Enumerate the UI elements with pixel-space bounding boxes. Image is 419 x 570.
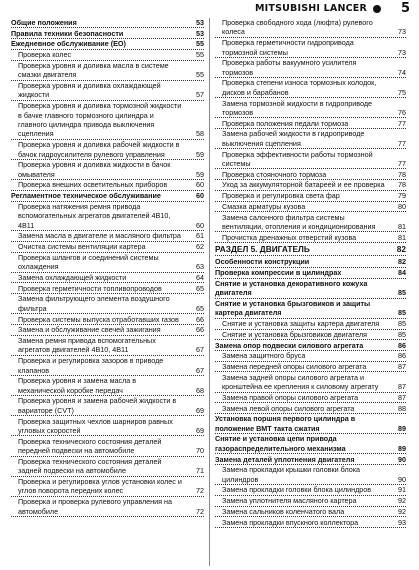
- toc-entry: [11, 325, 204, 335]
- toc-entry: [215, 233, 406, 243]
- toc-entry-page: 66: [196, 325, 204, 335]
- toc-entry-page: 87: [398, 382, 406, 392]
- toc-entry-page: 60: [196, 220, 204, 230]
- toc-entry: [215, 202, 406, 212]
- toc-entry-page: 91: [398, 485, 406, 495]
- toc-entry: [11, 140, 204, 160]
- toc-entry-title: Замена и обслуживание свечей зажигания: [18, 325, 161, 335]
- toc-entry: [215, 351, 406, 361]
- toc-entry-title: Проверка степени износа тормозных колодок, дисков и барабанов: [222, 78, 377, 97]
- toc-entry: [11, 39, 204, 49]
- toc-entry: [11, 101, 204, 140]
- toc-entry-page: 67: [196, 365, 204, 375]
- toc-entry: [215, 393, 406, 403]
- toc-entry: [215, 279, 406, 299]
- toc-entry-title: Замена рабочей жидкости в гидроприводе выключения сцепления: [222, 129, 365, 148]
- toc-entry-page: 78: [398, 169, 406, 179]
- toc-entry: [215, 496, 406, 506]
- toc-entry-page: 63: [196, 262, 204, 272]
- toc-entry-title: Замена салонного фильтра системы вентиляции, отопления и кондиционирования: [222, 212, 376, 231]
- toc-entry-page: 60: [196, 180, 204, 190]
- toc-entry-page: 53: [196, 28, 204, 38]
- toc-entry-title: Проверка внешних осветительных приборов: [18, 180, 168, 190]
- toc-entry-page: 72: [196, 486, 204, 496]
- toc-entry-title: Снятие и установка брызговиков двигателя: [222, 329, 368, 339]
- toc-entry-page: 68: [196, 385, 204, 395]
- toc-entry-page: 85: [398, 308, 406, 318]
- toc-entry: [215, 191, 406, 201]
- toc-entry-title: Замена фильтрующего элемента воздушного фильтра: [18, 294, 170, 313]
- toc-entry: [215, 414, 406, 434]
- toc-entry-page: 93: [398, 517, 406, 527]
- toc-entry: [215, 362, 406, 372]
- column-divider: [209, 18, 210, 566]
- toc-entry-page: 77: [398, 118, 406, 128]
- toc-entry-title: Проверка уровня и доливка охлаждающей жидкости: [18, 81, 161, 100]
- toc-entry-page: 90: [398, 454, 406, 464]
- toc-entry: [11, 231, 204, 241]
- toc-entry-page: 87: [398, 392, 406, 402]
- toc-entry-title: Замена правой опоры силового агрегата: [222, 392, 359, 402]
- toc-entry-title: Снятие и установка цепи привода газораспределительного механизма: [215, 434, 346, 453]
- toc-entry-page: 55: [196, 70, 204, 80]
- toc-entry-title: Проверка колес: [18, 50, 72, 60]
- toc-entry: [215, 373, 406, 393]
- toc-entry-page: 57: [196, 90, 204, 100]
- toc-entry-title: РАЗДЕЛ 5. ДВИГАТЕЛЬ: [215, 244, 310, 255]
- toc-entry-page: 71: [196, 466, 204, 476]
- toc-entry-title: Проверка стояночного тормоза: [222, 169, 327, 179]
- header-bullet-icon: [373, 5, 381, 13]
- toc-entry: [11, 29, 204, 39]
- toc-entry-title: Проверка уровня и доливка масла в системе смазки двигателя: [18, 60, 169, 80]
- toc-entry-title: Снятие и установка декоративного кожуха двигателя: [215, 278, 368, 298]
- toc-entry-page: 67: [196, 345, 204, 355]
- toc-entry-title: Проверка системы выпуска отработавших газов: [18, 314, 179, 324]
- toc-section-heading: [215, 243, 406, 256]
- toc-entry-page: 85: [398, 319, 406, 329]
- toc-entry-page: 79: [398, 191, 406, 201]
- toc-entry-page: 89: [398, 423, 406, 433]
- toc-entry-page: 61: [196, 231, 204, 241]
- toc-entry: [11, 294, 204, 314]
- toc-entry: [11, 336, 204, 356]
- toc-entry: [215, 99, 406, 119]
- toc-entry: [11, 417, 204, 437]
- toc-entry-page: 55: [196, 50, 204, 60]
- toc-entry-title: Проверка положения педали тормоза: [222, 118, 349, 128]
- toc-entry: [11, 160, 204, 180]
- toc-entry-page: 78: [398, 180, 406, 190]
- toc-entry: [215, 38, 406, 58]
- toc-entry: [215, 180, 406, 190]
- toc-entry-page: 82: [398, 257, 406, 267]
- toc-entry: [215, 78, 406, 98]
- toc-entry: [215, 319, 406, 329]
- toc-entry: [11, 50, 204, 60]
- toc-entry-title: Замена задней опоры силового агрегата и кронштейна ее крепления к силовому агрегату: [222, 372, 379, 392]
- toc-entry-title: Регламентное техническое обслуживание: [11, 191, 161, 201]
- toc-entry-title: Проверка герметичности топливопроводов: [18, 283, 162, 293]
- toc-entry-page: 73: [398, 47, 406, 57]
- toc-entry: [215, 170, 406, 180]
- toc-entry-page: 65: [196, 283, 204, 293]
- toc-entry-title: Проверка и регулировка углов установки колес и углов поворота передних колес: [18, 477, 182, 496]
- toc-entry-page: 81: [398, 232, 406, 242]
- toc-entry-title: Проверка свободного хода (люфта) рулевого колеса: [222, 18, 373, 37]
- toc-entry-title: Особенности конструкции: [215, 257, 310, 267]
- toc-entry-title: Проверка и регулировка зазоров в приводе клапанов: [18, 356, 164, 375]
- toc-entry-title: Проверка натяжения ремня привода вспомогательных агрегатов двигателей 4В10, 4В11: [18, 201, 171, 230]
- toc-entry-title: Замена прокладки крышки головки блока цилиндров: [222, 465, 361, 484]
- toc-entry-title: Снятие и установка брызговиков и защиты картера двигателя: [215, 299, 371, 318]
- toc-entry: [215, 404, 406, 414]
- toc-entry: [215, 465, 406, 485]
- toc-entry-page: 82: [396, 244, 406, 255]
- toc-entry-page: 90: [398, 474, 406, 484]
- toc-entry-page: 53: [196, 18, 204, 27]
- toc-column-right: [215, 18, 406, 528]
- toc-entry: [215, 341, 406, 351]
- toc-entry-page: 85: [398, 288, 406, 298]
- toc-entry-title: Проверка герметичности гидропривода тормозной системы: [222, 38, 354, 57]
- toc-entry-page: 55: [196, 39, 204, 49]
- toc-entry: [11, 284, 204, 294]
- toc-entry-title: Проверка и регулировка света фар: [222, 191, 340, 201]
- toc-entry: [215, 455, 406, 465]
- toc-entry: [11, 477, 204, 497]
- toc-entry: [215, 507, 406, 517]
- toc-entry: [11, 497, 204, 517]
- page-number: 5: [400, 1, 410, 16]
- toc-entry-title: Проверка уровня и доливка тормозной жидкости в бачке главного тормозного цилиндра и главного цилиндра привода выключения сцепления: [18, 101, 182, 139]
- toc-entry-page: 69: [196, 426, 204, 435]
- toc-entry: [215, 129, 406, 149]
- toc-entry: [215, 485, 406, 495]
- toc-entry-page: 92: [398, 506, 406, 516]
- toc-entry-page: 65: [196, 303, 204, 313]
- toc-entry-page: 80: [398, 201, 406, 211]
- toc-entry: [11, 81, 204, 101]
- toc-column-left: [11, 18, 204, 517]
- toc-entry: [11, 253, 204, 273]
- toc-entry-page: 59: [196, 169, 204, 179]
- toc-entry: [215, 434, 406, 454]
- toc-entry-title: Общие положения: [11, 18, 77, 27]
- toc-entry: [11, 315, 204, 325]
- toc-entry-page: 77: [398, 138, 406, 148]
- toc-entry-title: Замена охлаждающей жидкости: [18, 273, 127, 282]
- toc-entry-title: Проверка и проверка рулевого управления на автомобиле: [18, 497, 173, 516]
- toc-entry-title: Проверка работы вакуумного усилителя тормозов: [222, 58, 357, 77]
- header-brand: MITSUBISHI LANCER: [255, 3, 367, 14]
- toc-entry-page: 88: [398, 403, 406, 413]
- toc-entry-title: Проверка уровня и доливка рабочей жидкости в бачок гидроусилителя рулевого управления: [18, 140, 180, 159]
- toc-entry-title: Замена сальников коленчатого вала: [222, 506, 345, 516]
- toc-entry-title: Проверка эффективности работы тормозной системы: [222, 149, 373, 168]
- toc-entry-page: 84: [398, 268, 406, 278]
- toc-entry-title: Замена левой опоры силового агрегата: [222, 403, 355, 413]
- toc-entry: [11, 356, 204, 376]
- toc-entry-title: Замена защитного бруса: [222, 351, 306, 361]
- toc-entry: [215, 18, 406, 38]
- toc-entry-title: Проверка компрессии в цилиндрах: [215, 268, 342, 278]
- toc-entry-title: Замена прокладки впускного коллектора: [222, 517, 359, 527]
- toc-entry-page: 58: [196, 129, 204, 139]
- toc-entry-page: 86: [398, 340, 406, 350]
- toc-entry-page: 75: [398, 87, 406, 97]
- toc-entry-title: Проверка уровня и доливка жидкости в бачок омывателя: [18, 160, 171, 179]
- toc-entry-page: 74: [398, 67, 406, 77]
- toc-entry: [11, 437, 204, 457]
- toc-entry-title: Очистка системы вентиляции картера: [18, 242, 146, 252]
- toc-entry: [215, 268, 406, 278]
- toc-entry-page: 59: [196, 149, 204, 159]
- toc-entry-page: 89: [398, 443, 406, 453]
- toc-entry-title: Проверка защитных чехлов шарниров равных угловых скоростей: [18, 416, 173, 435]
- toc-entry: [11, 376, 204, 396]
- toc-entry-title: Уход за аккумуляторной батареей и ее проверка: [222, 180, 385, 190]
- toc-entry-title: Замена масла в двигателе и масляного фильтра: [18, 231, 181, 241]
- toc-entry: [11, 18, 204, 28]
- toc-entry-title: Замена прокладки головки блока цилиндров: [222, 485, 372, 495]
- toc-entry-title: Проверка уровня и замена рабочей жидкости в вариаторе (CVT): [18, 396, 177, 415]
- toc-entry-title: Замена деталей уплотнения двигателя: [215, 454, 355, 464]
- toc-entry: [215, 518, 406, 528]
- toc-entry-page: 70: [196, 446, 204, 456]
- toc-entry-title: Замена уплотнителя масляного картера: [222, 496, 357, 506]
- toc-entry-title: Замена ремня привода вспомогательных агрегатов двигателей 4В10, 4В11: [18, 336, 156, 355]
- toc-entry: [11, 202, 204, 231]
- toc-entry: [215, 150, 406, 170]
- toc-entry: [11, 180, 204, 190]
- toc-entry-page: 77: [398, 158, 406, 168]
- toc-entry-title: Замена передней опоры силового агрегата: [222, 362, 367, 372]
- toc-entry-title: Проверка технического состояния деталей передней подвески на автомобиле: [18, 436, 162, 456]
- toc-entry: [11, 457, 204, 477]
- toc-entry-page: 69: [196, 405, 204, 415]
- toc-entry-page: 62: [196, 242, 204, 252]
- toc-entry-page: 86: [398, 351, 406, 361]
- toc-entry-title: Ежедневное обслуживание (ЕО): [11, 39, 126, 49]
- page-header: [0, 2, 419, 18]
- toc-entry: [11, 61, 204, 81]
- toc-entry-page: 72: [196, 506, 204, 516]
- toc-entry-title: Прочистка дренажных отверстий кузова: [222, 232, 357, 242]
- toc-entry-title: Правила техники безопасности: [11, 28, 124, 38]
- toc-entry: [11, 242, 204, 252]
- toc-entry-page: 85: [398, 329, 406, 339]
- toc-entry-title: Замена тормозной жидкости в гидроприводе тормозов: [222, 98, 373, 117]
- toc-entry-title: Снятие и установка защиты картера двигателя: [222, 319, 380, 329]
- toc-entry-page: 87: [398, 362, 406, 372]
- toc-entry-page: 76: [398, 107, 406, 117]
- toc-entry-title: Замена опор подвески силового агрегата: [215, 340, 364, 350]
- toc-entry: [215, 58, 406, 78]
- toc-entry-title: Проверка шлангов и соединений системы охлаждения: [18, 252, 159, 272]
- toc-entry: [11, 273, 204, 283]
- toc-entry-page: 73: [398, 27, 406, 37]
- toc-entry-title: Проверка уровня и замена масла в механической коробке передач: [18, 376, 137, 395]
- toc-entry: [215, 257, 406, 267]
- toc-entry: [11, 191, 204, 201]
- toc-entry-page: 60: [196, 191, 204, 201]
- toc-entry: [215, 119, 406, 129]
- toc-entry: [215, 330, 406, 340]
- toc-entry-page: 66: [196, 314, 204, 324]
- toc-entry-page: 64: [196, 273, 204, 282]
- toc-entry: [11, 396, 204, 416]
- toc-entry-title: Смазка арматуры кузова: [222, 201, 306, 211]
- toc-entry-page: 81: [398, 222, 406, 231]
- toc-entry-title: Установка поршня первого цилиндра в положение ВМТ такта сжатия: [215, 414, 356, 433]
- toc-entry: [215, 299, 406, 319]
- toc-entry: [215, 213, 406, 233]
- toc-entry-page: 92: [398, 496, 406, 506]
- toc-entry-title: Проверка технического состояния деталей задней подвески на автомобиле: [18, 456, 162, 476]
